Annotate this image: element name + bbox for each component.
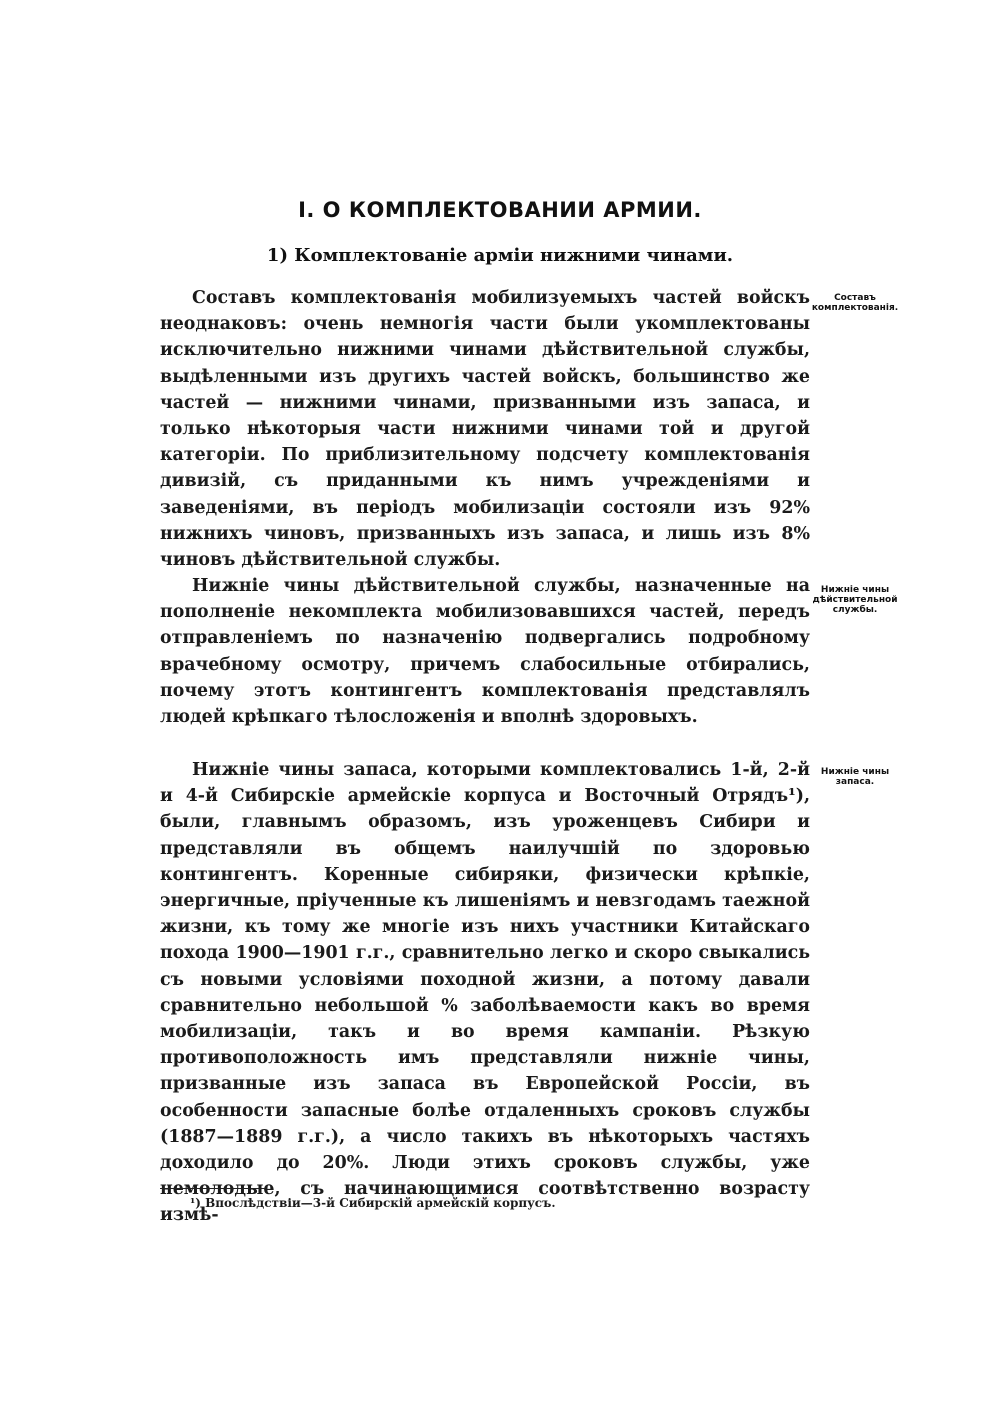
footnote-divider xyxy=(160,1188,265,1189)
paragraph-1: Составъ комплектованія мобилизуемыхъ частей войскъ неоднаковъ: очень немногія части были укомплектованы исключительно нижними чинами дѣйствительной службы, выдѣленными изъ другихъ частей войскъ, большинство же частей — нижними чинами, призванными изъ запаса, и только нѣкоторыя части нижними чинами той и другой категоріи. По приблизительному подсчету комплектованія дивизій, съ приданными къ нимъ учрежденіями и заведеніями, въ періодъ мобилизаціи состояли изъ 92% нижнихъ чиновъ, призванныхъ изъ запаса, и лишь изъ 8% чиновъ дѣйствительной службы. xyxy=(160,288,810,571)
paragraph-2: Нижніе чины дѣйствительной службы, назначенные на пополненіе некомплекта мобилизовавшихся частей, передъ отправленіемъ по назначенію подвергались подробному врачебному осмотру, причемъ слабосильные отбирались, почему этотъ контингентъ комплектованія представлялъ людей крѣпкаго тѣлосложенія и вполнѣ здоровыхъ. xyxy=(160,576,810,728)
margin-note-2: Нижніе чины дѣйствительной службы. xyxy=(812,585,898,615)
section-title: 1) Комплектованіе арміи нижними чинами. xyxy=(266,245,734,266)
chapter-title: I. О КОМПЛЕКТОВАНИИ АРМИИ. xyxy=(298,198,702,222)
footnote: ¹) Впослѣдствіи—3-й Сибирскій армейскій корпусъ. xyxy=(190,1196,556,1210)
margin-note-1: Составъ комплектованія. xyxy=(811,293,899,313)
margin-note-3: Нижніе чины запаса. xyxy=(820,767,890,787)
paragraph-3: Нижніе чины запаса, которыми комплектовались 1-й, 2-й и 4-й Сибирскіе армейскіе корпуса и Восточный Отрядъ¹), были, главнымъ образомъ, изъ уроженцевъ Сибири и представляли въ общемъ наилучшій по здоровью контингентъ. Коренные сибиряки, физически крѣпкіе, энергичные, пріученные къ лишеніямъ и невзгодамъ таежной жизни, къ тому же многіе изъ нихъ участники Китайскаго похода 1900—1901 г.г., сравнительно легко и скоро свыкались съ новыми условіями походной жизни, а потому давали сравнительно небольшой % заболѣваемости какъ во время мобилизаціи, такъ и во время кампаніи. Рѣзкую противоположность имъ представляли нижніе чины, призванные изъ запаса въ Европейской Россіи, въ особенности запасные болѣе отдаленныхъ сроковъ службы (1887—1889 г.г.), а число такихъ въ нѣкоторыхъ частяхъ доходило до 20%. Люди этихъ сроковъ службы, уже немолодые, съ начинающимися соотвѣтственно возрасту измѣ- xyxy=(160,760,810,1226)
